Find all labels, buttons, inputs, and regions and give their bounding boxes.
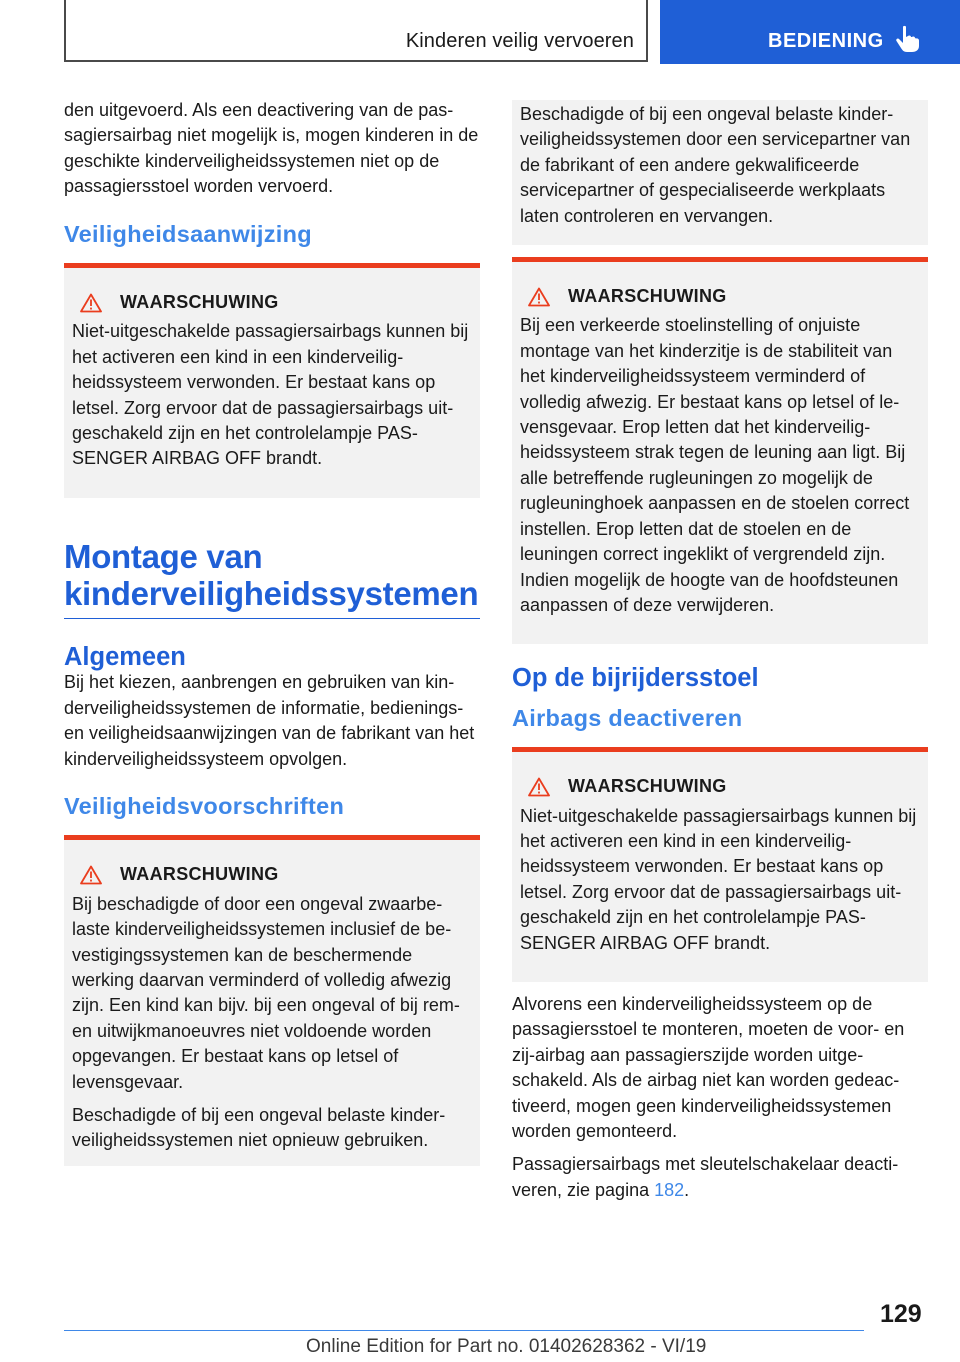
deactivation-paragraph: Alvorens een kinderveiligheidssysteem op de passagiersstoel te monteren, moeten de voor- en zij-airbag aan passagierszijde worden uitgeschakeld. Als de airbag niet kan worden gedeactiveerd, mogen geen kinderveiligheidssystemen worden gemonteerd. — [512, 993, 905, 1141]
key-switch-suffix: . — [684, 1179, 690, 1200]
warning-triangle-icon — [528, 287, 550, 307]
warning-text: Beschadigde of bij een ongeval belaste kinderveiligheidssystemen door een servicepartner van de fabrikant of een andere gekwalificeerde servicepartner of gespecialiseerde werkplaats laten controleren en vervangen. — [520, 104, 911, 226]
warning-title: WAARSCHUWING — [568, 286, 727, 307]
heading-deactivate-airbags: Airbags deactiveren — [512, 704, 743, 731]
heading-safety-rules: Veiligheidsvoorschriften — [64, 792, 345, 819]
heading-passenger-seat: Op de bijrijdersstoel — [512, 664, 759, 693]
section-title-rule — [64, 618, 480, 619]
key-switch-paragraph — [512, 1152, 928, 1203]
warning-triangle-icon — [80, 865, 102, 885]
key-switch-text: Passagiersairbags met sleutelschakelaar deactiveren, zie pagina — [512, 1154, 899, 1200]
heading-general: Algemeen — [64, 642, 186, 671]
left-column — [64, 98, 480, 1166]
warning-text: Beschadigde of bij een ongeval belaste kinderveiligheidssystemen niet opnieuw gebruiken. — [72, 1104, 446, 1151]
footer-rule — [64, 1330, 864, 1331]
right-column — [512, 100, 928, 1211]
warning-box-damaged-systems — [64, 835, 480, 1165]
page-number: 129 — [880, 1300, 922, 1328]
page-link-182[interactable]: 182 — [654, 1179, 685, 1200]
warning-title: WAARSCHUWING — [568, 776, 727, 797]
general-paragraph: Bij het kiezen, aanbrengen en gebruiken van kinderveiligheidssystemen de informatie, bedienings- en veiligheidsaanwijzingen van de fabrikant van het kinderveiligheidssysteem opvolgen. — [64, 672, 475, 769]
warning-text: Niet-uitgeschakelde passagiersairbags kunnen bij het activeren een kind in een kinderveiligheidssysteem verwonden. Er bestaat kans op letsel. Zorg ervoor dat de passagiersairbags uitgeschakeld zijn en het controlelampje PASSENGER AIRBAG OFF brandt. — [72, 321, 469, 469]
warning-text: Bij beschadigde of door een ongeval zwaarbelaste kinderveiligheidssystemen inclusief de bevestigingssystemen kan de beschermende werking daarvan verminderd of volledig afwezig zijn. Een kind kan bijv. bij een ongeval of bij rem- en uitwijkmanoeuvres niet voldoende worden opgevangen. Er bestaat kans op letsel of levensgevaar. — [72, 893, 460, 1092]
footer-edition: Online Edition for Part no. 01402628362 - VI/19 — [306, 1336, 707, 1357]
header-chapter-tab[interactable] — [660, 0, 960, 64]
intro-paragraph: den uitgevoerd. Als een deactivering van de passagiersairbag niet mogelijk is, mogen kinderen in de geschikte kinderveiligheidssystemen niet op de passagiersstoel worden vervoerd. — [64, 100, 479, 197]
warning-box-continuation — [512, 100, 928, 245]
warning-box-airbag — [64, 263, 480, 498]
warning-triangle-icon — [80, 293, 102, 313]
header-chapter-title: BEDIENING — [768, 30, 884, 52]
pointing-hand-icon — [894, 25, 920, 53]
warning-box-airbag-passenger — [512, 747, 928, 982]
header-section-box — [64, 0, 648, 62]
warning-title: WAARSCHUWING — [120, 292, 279, 313]
warning-text: Bij een verkeerde stoelinstelling of onjuiste montage van het kinderzitje is de stabiliteit van het kinderveiligheidssysteem verminderd of volledig afwezig. Er bestaat kans op letsel of levensgevaar. Erop letten dat het kinderveiligheidssysteem strak tegen de leuning aan ligt. Bij alle betreffende rugleuningen zo mogelijk de rugleuninghoek aanpassen en de stoelen correct instellen. Erop letten dat de stoelen en de leuningen correct ingeklikt of vergrendeld zijn. Indien mogelijk de hoogte van de hoofdsteunen aanpassen of deze verwijderen. — [520, 315, 910, 615]
warning-text: Niet-uitgeschakelde passagiersairbags kunnen bij het activeren een kind in een kinderveiligheidssysteem verwonden. Er bestaat kans op letsel. Zorg ervoor dat de passagiersairbags uitgeschakeld zijn en het controlelampje PASSENGER AIRBAG OFF brandt. — [520, 805, 917, 953]
warning-triangle-icon — [528, 777, 550, 797]
header-section-title: Kinderen veilig vervoeren — [405, 30, 634, 52]
section-title: Montage van kinderveiligheidssystemen — [64, 537, 479, 612]
warning-box-seat-adjustment — [512, 257, 928, 644]
heading-safety-instruction: Veiligheidsaanwijzing — [64, 220, 312, 247]
warning-title: WAARSCHUWING — [120, 864, 279, 885]
